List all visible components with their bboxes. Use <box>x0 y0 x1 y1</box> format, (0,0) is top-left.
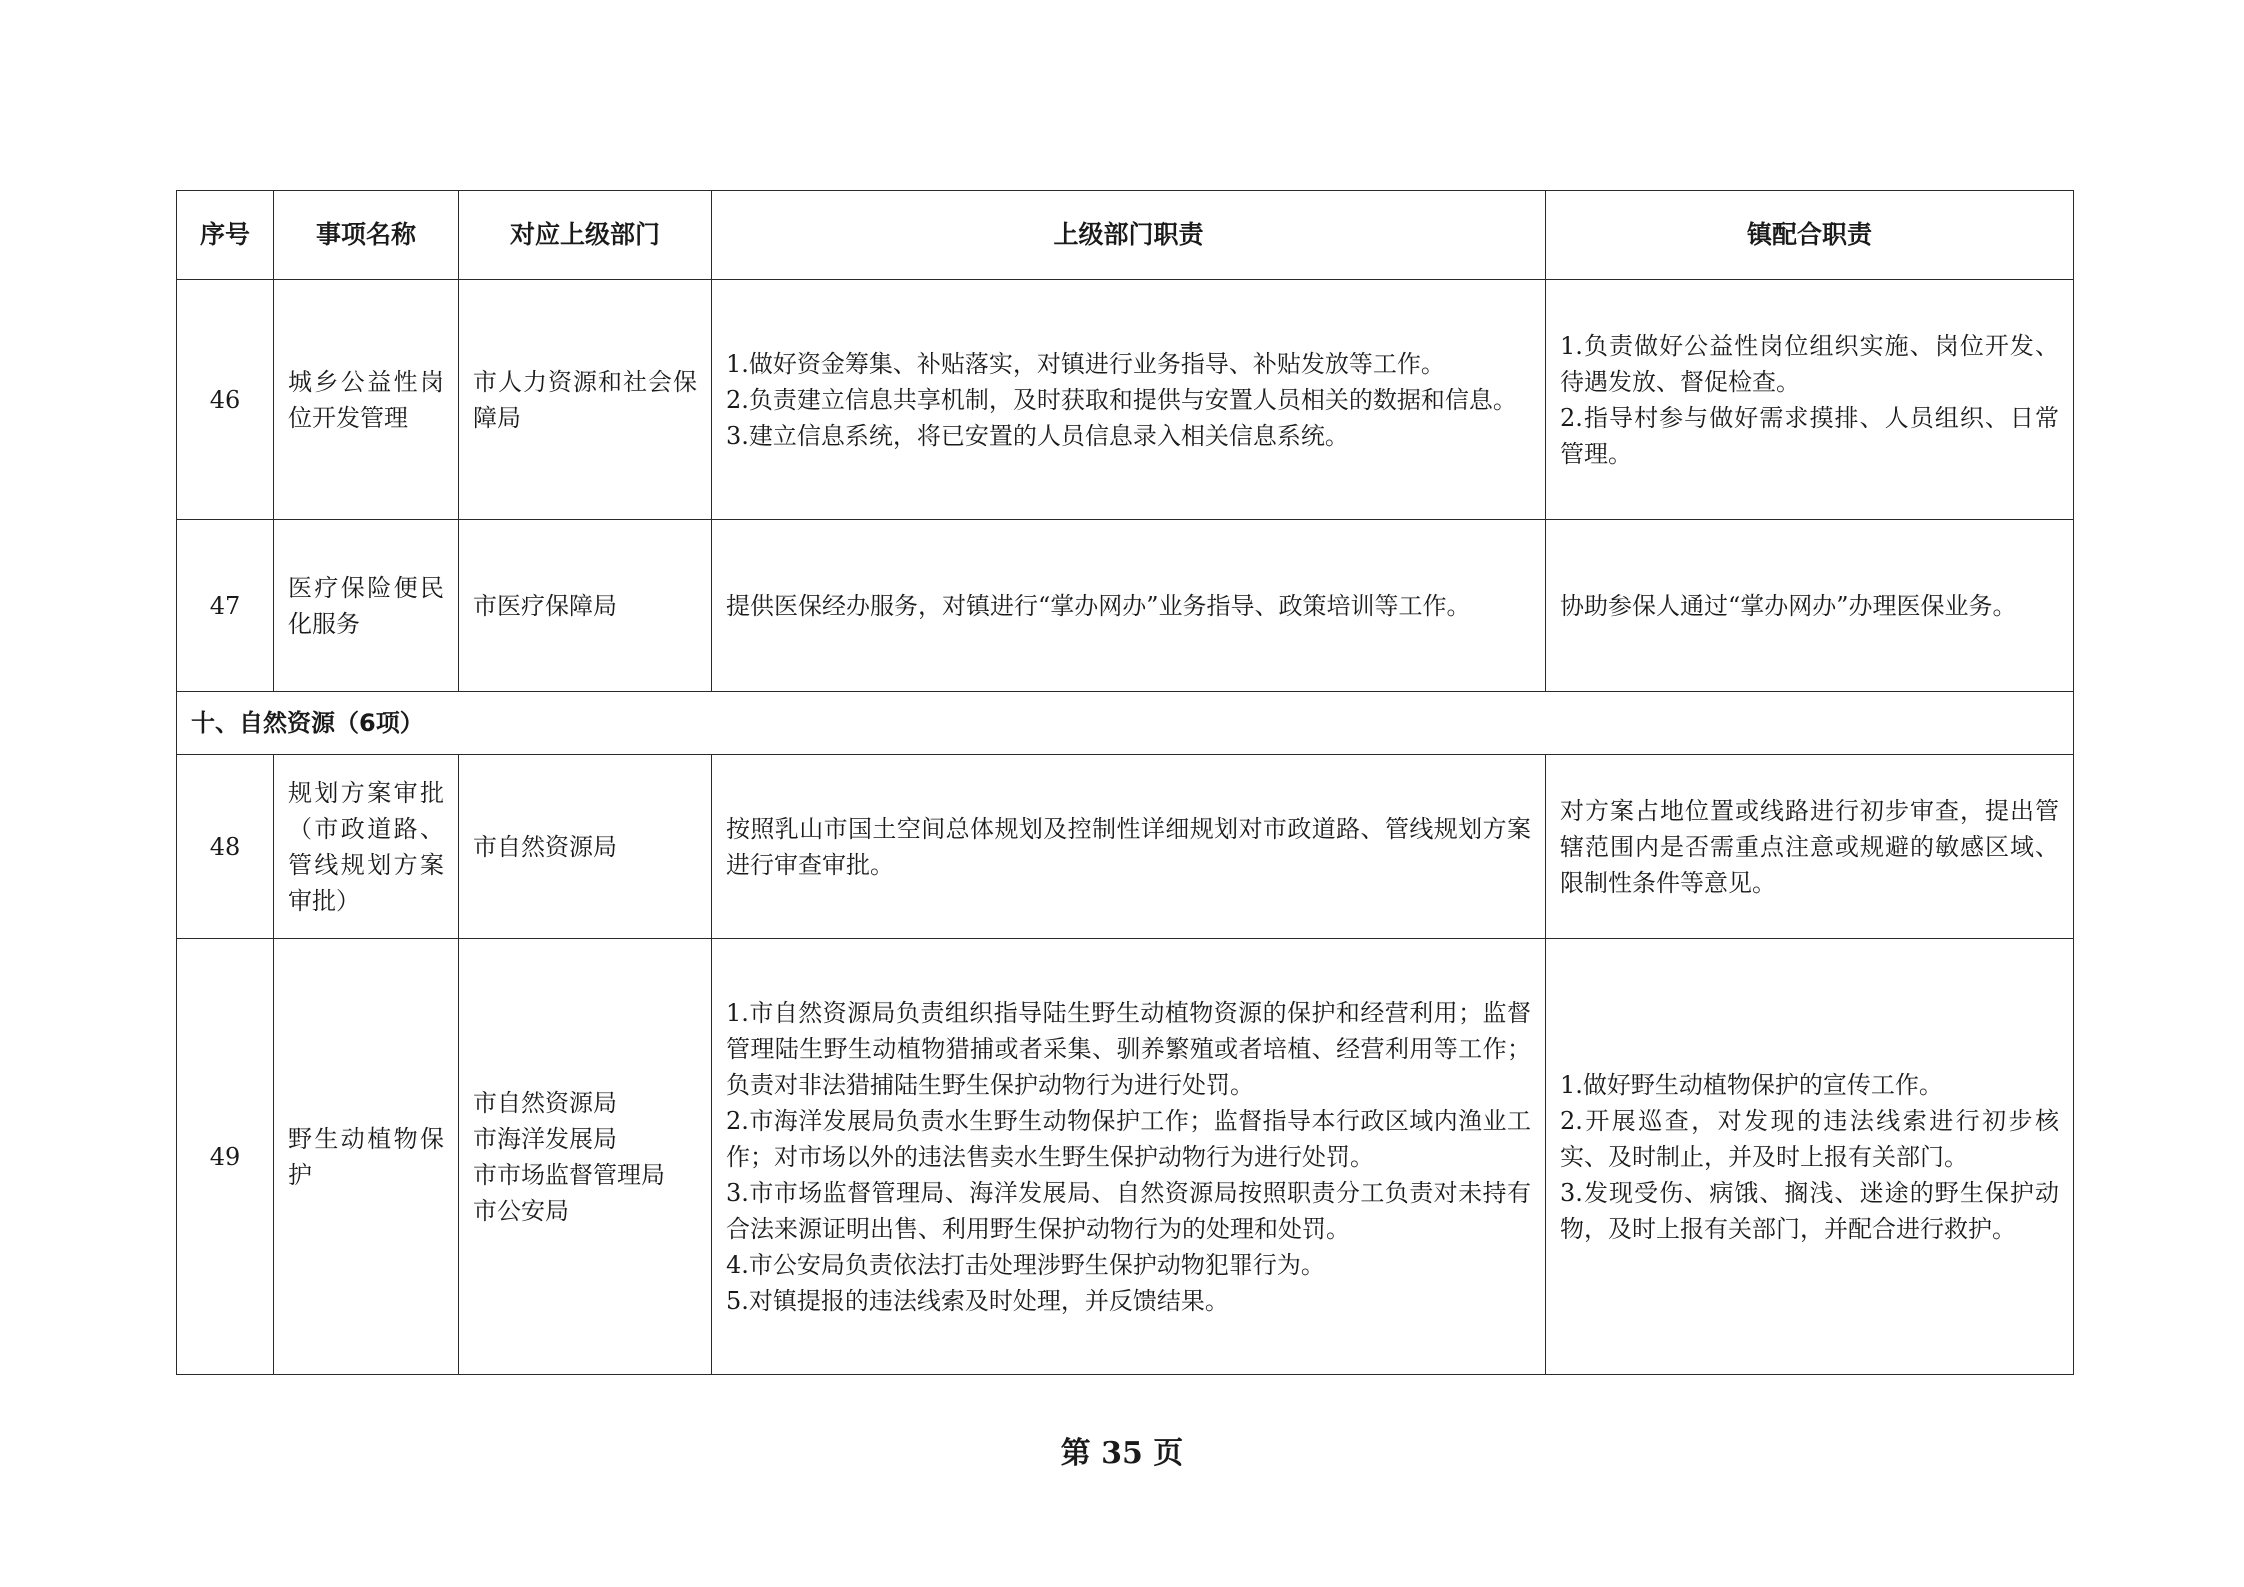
header-town-duty: 镇配合职责 <box>1546 191 2074 280</box>
header-upper-duty: 上级部门职责 <box>712 191 1546 280</box>
section-title: 十、自然资源（6项） <box>177 692 2074 755</box>
upper-duty <box>712 280 1546 520</box>
upper-duty-line: 1.做好资金筹集、补贴落实，对镇进行业务指导、补贴发放等工作。 <box>726 349 1445 378</box>
department-line: 市市场监督管理局 <box>473 1160 665 1189</box>
department-line: 市公安局 <box>473 1196 569 1225</box>
table-row <box>177 755 2074 939</box>
upper-duty-line: 提供医保经办服务，对镇进行“掌办网办”业务指导、政策培训等工作。 <box>726 591 1471 620</box>
table-header-row <box>177 191 2074 280</box>
section-row <box>177 692 2074 755</box>
department <box>459 280 712 520</box>
duty-table <box>176 190 2074 1375</box>
town-duty-line: 对方案占地位置或线路进行初步审查，提出管辖范围内是否需重点注意或规避的敏感区域、限制性条件等意见。 <box>1560 796 2059 897</box>
row-number: 49 <box>177 939 274 1375</box>
header-department: 对应上级部门 <box>459 191 712 280</box>
town-duty <box>1546 280 2074 520</box>
upper-duty-line: 3.市市场监督管理局、海洋发展局、自然资源局按照职责分工负责对未持有合法来源证明出售、利用野生保护动物行为的处理和处罚。 <box>726 1178 1531 1243</box>
table-row <box>177 939 2074 1375</box>
town-duty <box>1546 520 2074 692</box>
town-duty-line: 1.做好野生动植物保护的宣传工作。 <box>1560 1070 1943 1099</box>
department-line: 市海洋发展局 <box>473 1124 617 1153</box>
town-duty-line: 1.负责做好公益性岗位组织实施、岗位开发、待遇发放、督促检查。 <box>1560 331 2059 396</box>
department <box>459 520 712 692</box>
upper-duty <box>712 939 1546 1375</box>
department-line: 市人力资源和社会保障局 <box>473 367 697 432</box>
header-seq: 序号 <box>177 191 274 280</box>
town-duty <box>1546 755 2074 939</box>
page-number: 第 35 页 <box>1060 1436 1184 1471</box>
upper-duty-line: 2.市海洋发展局负责水生野生动物保护工作；监督指导本行政区域内渔业工作；对市场以外的违法售卖水生野生保护动物行为进行处罚。 <box>726 1106 1531 1171</box>
town-duty-line: 协助参保人通过“掌办网办”办理医保业务。 <box>1560 591 2017 620</box>
upper-duty-line: 5.对镇提报的违法线索及时处理，并反馈结果。 <box>726 1286 1229 1315</box>
upper-duty-line: 2.负责建立信息共享机制，及时获取和提供与安置人员相关的数据和信息。 <box>726 385 1517 414</box>
upper-duty <box>712 520 1546 692</box>
row-number: 47 <box>177 520 274 692</box>
table-row <box>177 280 2074 520</box>
town-duty-line: 2.开展巡查，对发现的违法线索进行初步核实、及时制止，并及时上报有关部门。 <box>1560 1106 2059 1171</box>
upper-duty-line: 3.建立信息系统，将已安置的人员信息录入相关信息系统。 <box>726 421 1349 450</box>
department <box>459 939 712 1375</box>
upper-duty <box>712 755 1546 939</box>
row-number: 48 <box>177 755 274 939</box>
item-name: 城乡公益性岗位开发管理 <box>274 280 459 520</box>
upper-duty-line: 4.市公安局负责依法打击处理涉野生保护动物犯罪行为。 <box>726 1250 1325 1279</box>
item-name: 医疗保险便民化服务 <box>274 520 459 692</box>
department-line: 市自然资源局 <box>473 1088 617 1117</box>
item-name: 规划方案审批（市政道路、管线规划方案审批） <box>274 755 459 939</box>
upper-duty-line: 按照乳山市国土空间总体规划及控制性详细规划对市政道路、管线规划方案进行审查审批。 <box>726 814 1531 879</box>
upper-duty-line: 1.市自然资源局负责组织指导陆生野生动植物资源的保护和经营利用；监督管理陆生野生动植物猎捕或者采集、驯养繁殖或者培植、经营利用等工作；负责对非法猎捕陆生野生保护动物行为进行处罚。 <box>726 998 1531 1099</box>
header-item-name: 事项名称 <box>274 191 459 280</box>
department-line: 市自然资源局 <box>473 832 617 861</box>
item-name: 野生动植物保护 <box>274 939 459 1375</box>
town-duty-line: 3.发现受伤、病饿、搁浅、迷途的野生保护动物，及时上报有关部门，并配合进行救护。 <box>1560 1178 2059 1243</box>
row-number: 46 <box>177 280 274 520</box>
table-row <box>177 520 2074 692</box>
department <box>459 755 712 939</box>
town-duty <box>1546 939 2074 1375</box>
department-line: 市医疗保障局 <box>473 591 617 620</box>
town-duty-line: 2.指导村参与做好需求摸排、人员组织、日常管理。 <box>1560 403 2059 468</box>
